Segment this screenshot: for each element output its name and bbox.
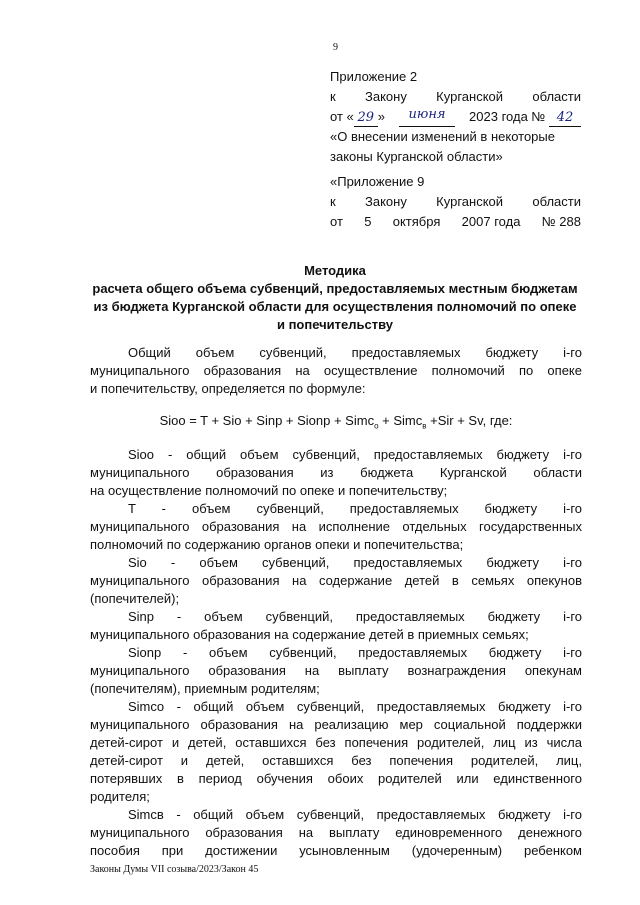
- date-group: [330, 107, 385, 127]
- appendix-9-word: октября: [392, 214, 441, 229]
- definition-line: муниципального образования на выплату единовременного денежного: [90, 825, 582, 840]
- appendix-2-block: [330, 67, 581, 167]
- title-line: и попечительству: [276, 317, 394, 332]
- appendix-2-date-line: [330, 107, 581, 127]
- definition-line: Simcо - общий объем субвенций, предоставляемых бюджету i-го: [128, 699, 582, 714]
- definition-sinp: [90, 608, 582, 644]
- handwritten-month: июня: [399, 107, 455, 127]
- definition-line: (попечителей);: [90, 591, 180, 606]
- formula-subscript: о: [374, 421, 379, 431]
- date-quote: »: [377, 109, 385, 124]
- definition-simc-v: [90, 806, 582, 860]
- appendix-9-word: Курганской: [436, 194, 504, 209]
- appendix-2-amendment-line: «О внесении изменений в некоторые: [330, 129, 555, 144]
- definition-line: Sionp - объем субвенций, предоставляемых бюджету i-го: [128, 645, 582, 660]
- footer-reference: Законы Думы VII созыва/2023/Закон 45: [90, 864, 259, 875]
- document-title: [90, 262, 580, 334]
- appendix-9-date-line: [330, 212, 581, 232]
- appendix-9-word: Закону: [365, 194, 407, 209]
- definition-t: [90, 500, 582, 554]
- appendix-9-word: к: [330, 194, 336, 209]
- definition-line: детей-сирот и детей, оставшихся без попечения родителей, лиц из числа: [90, 735, 582, 750]
- formula-part: +Sir + Sv, где:: [426, 413, 513, 428]
- definition-line: полномочий по содержанию органов опеки и попечительства;: [90, 537, 464, 552]
- definition-line: Sinp - объем субвенций, предоставляемых бюджету i-го: [128, 609, 582, 624]
- formula-part: + Simc: [378, 413, 423, 428]
- definition-line: муниципального образования на выплату вознаграждения опекунам: [90, 663, 582, 678]
- appendix-9-word: 2007 года: [461, 214, 521, 229]
- appendix-2-title: Приложение 2: [330, 69, 418, 84]
- definition-line: муниципального образования на содержание детей в семьях опекунов: [90, 573, 582, 588]
- definitions-list: [90, 446, 582, 860]
- formula: [90, 413, 582, 431]
- intro-line: и попечительству, определяется по формуле:: [90, 381, 366, 396]
- appendix-9-word: от: [330, 214, 343, 229]
- intro-line: Общий объем субвенций, предоставляемых бюджету i-го: [128, 345, 582, 360]
- appendix-9-law-line: [330, 192, 581, 212]
- handwritten-day: 29: [354, 110, 378, 127]
- definition-line: на осуществление полномочий по опеке и попечительству;: [90, 483, 448, 498]
- definition-line: муниципального образования на исполнение отдельных государственных: [90, 519, 582, 534]
- definition-line: муниципального образования на содержание детей в приемных семьях;: [90, 627, 529, 642]
- appendix-9-block: [330, 172, 581, 232]
- page-number: 9: [333, 42, 338, 53]
- date-year: 2023 года №: [469, 109, 546, 124]
- definition-line: Sio - объем субвенций, предоставляемых бюджету i-го: [128, 555, 582, 570]
- definition-sioo: [90, 446, 582, 500]
- formula-subscript: в: [422, 421, 427, 431]
- appendix-2-word: к: [330, 89, 336, 104]
- definition-line: T - объем субвенций, предоставляемых бюджету i-го: [128, 501, 582, 516]
- intro-line: муниципального образования на осуществление полномочий по опеке: [90, 363, 582, 378]
- definition-line: (попечителям), приемным родителям;: [90, 681, 320, 696]
- title-line: Методика: [304, 263, 366, 278]
- appendix-2-law-line: [330, 87, 581, 107]
- appendix-9-word: 5: [364, 214, 372, 229]
- handwritten-law-number: 42: [549, 110, 581, 127]
- formula-part: Sioo = T + Sio + Sinp + Sionp + Simc: [159, 413, 375, 428]
- definition-line: пособия при достижении усыновленным (удочеренным) ребенком: [90, 843, 582, 858]
- definition-line: родителя;: [90, 789, 150, 804]
- definition-line: детей-сирот и детей, оставшихся без попечения родителей, лиц,: [90, 753, 582, 768]
- appendix-2-word: области: [532, 89, 581, 104]
- definition-line: Simcв - общий объем субвенций, предоставляемых бюджету i-го: [128, 807, 582, 822]
- definition-line: муниципального образования из бюджета Курганской области: [90, 465, 582, 480]
- title-line: расчета общего объема субвенций, предоставляемых местным бюджетам: [92, 281, 578, 296]
- appendix-2-word: Закону: [365, 89, 407, 104]
- definition-line: потерявших в период обучения обоих родителей или единственного: [90, 771, 582, 786]
- definition-line: муниципального образования на реализацию мер социальной поддержки: [90, 717, 582, 732]
- appendix-9-word: области: [532, 194, 581, 209]
- year-and-number: [469, 107, 581, 127]
- intro-paragraph: [90, 344, 582, 398]
- appendix-9-title: «Приложение 9: [330, 174, 425, 189]
- title-line: из бюджета Курганской области для осуществления полномочий по опеке: [93, 299, 577, 314]
- appendix-9-word: № 288: [541, 214, 581, 229]
- appendix-2-word: Курганской: [436, 89, 504, 104]
- definition-simc-o: [90, 698, 582, 806]
- definition-sionp: [90, 644, 582, 698]
- definition-sio: [90, 554, 582, 608]
- date-prefix: от «: [330, 109, 354, 124]
- definition-line: Sioo - общий объем субвенций, предоставляемых бюджету i-го: [128, 447, 582, 462]
- appendix-2-laws-line: законы Курганской области»: [330, 149, 503, 164]
